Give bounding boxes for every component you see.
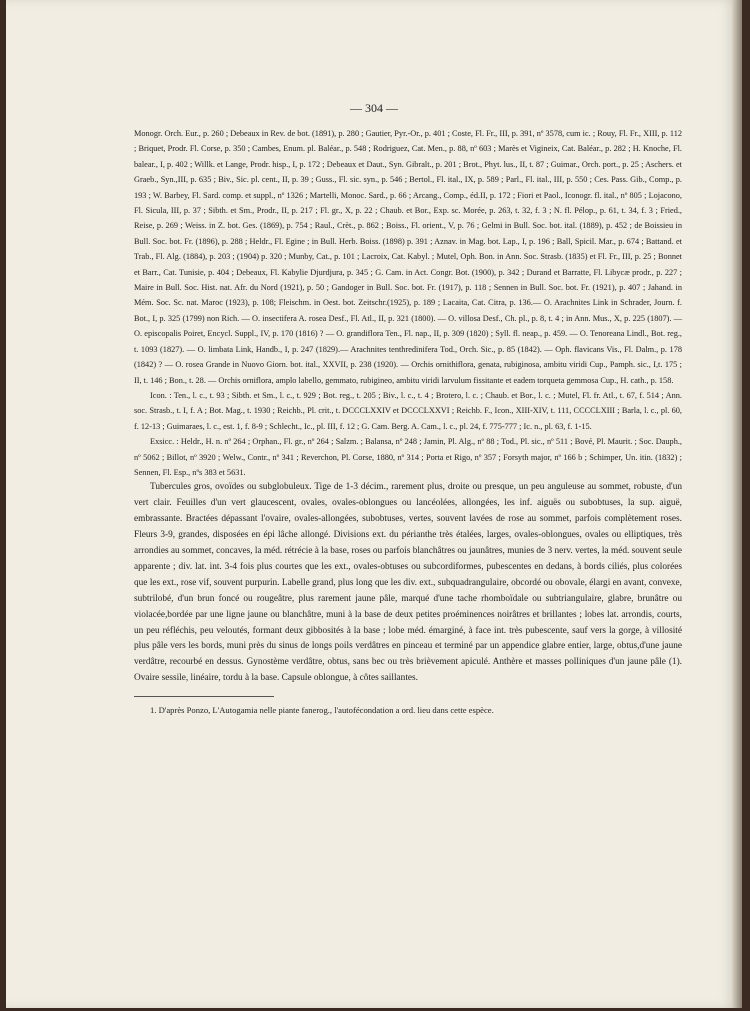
page-number: — 304 — xyxy=(350,101,398,115)
exsiccata-paragraph: Exsicc. : Heldr., H. n. nº 264 ; Orphan., Fl. gr., nº 264 ; Salzm. ; Balansa, nº 248 ; Jamin, Pl. Alg., nº 88 ; Tod., Pl. sic., nº 511 ; Bové, Pl. Maurit. ; Soc. Dauph., nº 5062 ; Billot, nº 3920 ; Welw., Contr., nº 341 ; Reverchon, Pl. Corse, 1880, nº 314 ; Porta et Rigo, nº 357 ; Forsyth major, nº 166 b ; Schimper, Un. itin. (1832) ; Sennen, Fl. Esp., nºs 383 et 5631. xyxy=(134,437,682,477)
footnote: 1. D'après Ponzo, L'Autogamia nelle piante fanerog., l'autofécondation a ord. lieu dans cette espèce. xyxy=(150,705,494,716)
book-page xyxy=(6,0,742,1008)
page-gutter-shadow xyxy=(732,0,742,1008)
page-text-block xyxy=(134,126,682,717)
icones-paragraph: Icon. : Ten., l. c., t. 93 ; Sibth. et Sm., l. c., t. 929 ; Bot. reg., t. 205 ; Biv., l. c., t. 4 ; Brotero, l. c. ; Chaub. et Bor., l. c. ; Mutel, Fl. fr. Atl., t. 67, f. 514 ; Ann. soc. Strasb., t. I, f. A ; Bot. Mag., t. 1930 ; Reichb., Pl. crit., t. DCCCLXXIV et DCCCLXXVI ; Reichb. F., Icon., XIII-XIV, t. 111, CCCCLXIII ; Barla, l. c., pl. 60, f. 12-13 ; Guimaraes, l. c., est. 1, f. 8-9 ; Schlecht., Ic., pl. III, f. 12 ; G. Cam. Berg. A. Cam., l. c., pl. 24, f. 775-777 ; Ic. n., pl. 63, f. 1-15. xyxy=(134,390,682,431)
footnote-divider xyxy=(134,696,274,697)
references-section xyxy=(134,126,682,480)
species-description: Tubercules gros, ovoïdes ou subglobuleux. Tige de 1-3 décim., rarement plus, droite ou presque, un peu anguleuse au sommet, robuste, d'un vert clair. Feuilles d'un vert glaucescent, ovales, ovales-oblongues ou lancéolées, allongées, les inf. aiguës ou subobtuses, la sup. aiguë, embrassante. Bractées dépassant l'ovaire, ovales-allongées, subobtuses, vertes, souvent lavées de rose au sommet, parfois complètement roses. Fleurs 3-9, grandes, disposées en épi lâche allongé. Divisions ext. du périanthe très étalées, larges, ovales-oblongues, ovales ou elliptiques, très arrondies au sommet, concaves, la méd. rétrécie à la base, roses ou parfois blanchâtres ou jaunâtres, munies de 3 nerv. vertes, la méd. souvent seule apparente ; div. lat. int. 3-4 fois plus courtes que les ext., ovales-obtuses ou subcordiformes, pubescentes en dedans, à bords ciliés, plus colorées que les ext., rose vif, souvent purpurin. Labelle grand, plus long que les div. ext., subquadrangulaire, obcordé ou obovale, élargi en avant, convexe, subtrilobé, d'un brun foncé ou rougeâtre, plus rarement jaune pâle, marqué d'une tache rhomboïdale ou subtriangulaire, glabre, brunâtre ou violacée,bordée par une ligne jaune ou blanchâtre, muni à la base de deux petites proéminences noirâtres et brillantes ; lobes lat. arrondis, courts, un peu réfléchis, peu veloutés, formant deux gibbosités à la base ; lobe méd. émarginé, à face int. très pubescente, sauf vers la gorge, à villosité plus pâle vers les bords, muni près du sinus de longs poils verdâtres en pinceau et terminé par un appendice glabre entier, large, obtus,d'une jaune verdâtre, recourbé en dessus. Gynostème verdâtre, obtus, sans bec ou très brièvement apiculé. Anthère et masses polliniques d'un jaune pâle (1). Ovaire sessile, linéaire, tordu à la base. Capsule oblongue, à côtes saillantes. xyxy=(134,482,682,684)
synonymy-paragraph: Monogr. Orch. Eur., p. 260 ; Debeaux in Rev. de bot. (1891), p. 280 ; Gautier, Pyr.-Or., p. 401 ; Coste, Fl. Fr., III, p. 391, nº 3578, cum ic. ; Rouy, Fl. Fr., XIII, p. 112 ; Briquet, Prodr. Fl. Corse, p. 350 ; Cambes, Enum. pl. Baléar., p. 548 ; Rodriguez, Cat. Men., p. 88, nº 603 ; Marès et Vigineix, Cat. Baléar., p. 282 ; H. Knoche, Fl. balear., I, p. 402 ; Willk. et Lange, Prodr. hisp., I, p. 172 ; Debeaux et Daut., Syn. Gibralt., p. 201 ; Brot., Phyt. lus., II, t. 87 ; Guimar., Orch. port., p. 25 ; Aschers. et Graeb., Syn.,III, p. 635 ; Biv., Sic. pl. cent., II, p. 39 ; Guss., Fl. sic. syn., p. 546 ; Bertol., Fl. ital., IX, p. 589 ; Parl., Fl. ital., III, p. 550 ; Ces. Pass. Gib., Comp., p. 193 ; W. Barbey, Fl. Sard. comp. et suppl., nº 1326 ; Martelli, Monoc. Sard., p. 66 ; Arcang., Comp., éd.II, p. 172 ; Fiori et Paol., Iconogr. fl. ital., nº 805 ; Lojacono, Fl. Sicula, III, p. 37 ; Sibth. et Sm., Prodr., II, p. 217 ; Fl. gr., X, p. 22 ; Chaub. et Bor., Exp. sc. Morée, p. 263, t. 32, f. 3 ; N. fl. Pélop., p. 61, t. 34, f. 3 ; Fried., Reise, p. 269 ; Weiss. in Z. bot. Ges. (1869), p. 754 ; Raul., Crèt., p. 862 ; Boiss., Fl. orient., V, p. 76 ; Gelmi in Bull. Soc. bot. ital. (1889), p. 452 ; de Boissieu in Bull. Soc. bot. Fr. (1896), p. 288 ; Heldr., Fl. Egine ; in Bull. Herb. Boiss. (1898) p. 391 ; Aznav. in Mag. bot. Lap., I, p. 196 ; Ball, Spicil. Mar., p. 674 ; Battand. et Trab., Fl. Alg. (1884), p. 203 ; (1904) p. 320 ; Munby, Cat., p. 101 ; Lacroix, Cat. Kabyl. ; Mutel, Oph. Bon. in Ann. Soc. Strasb. (1835) et Fl. Fr., III, p. 25 ; Bonnet et Barr., Cat. Tunisie, p. 404 ; Debeaux, Fl. Kabylie Djurdjura, p. 345 ; G. Cam. in Act. Congr. Bot. (1900), p. 342 ; Durand et Barratte, Fl. Libycæ prodr., p. 227 ; Maire in Bull. Soc. Hist. nat. Afr. du Nord (1921), p. 50 ; Gandoger in Bull. Soc. bot. Fr. (1917), p. 118 ; Sennen in Bull. Soc. bot. Fr. (1921), p. 407 ; Jahand. in Mém. Soc. Sc. nat. Maroc (1923), p. 108; Fleischm. in Oest. bot. Zeitschr.(1925), p. 189 ; Lacaita, Cat. Citra, p. 136.— O. Arachnites Link in Schrader, Journ. f. Bot., I, p. 325 (1799) non Rich. — O. insectifera A. rosea Desf., Fl. Atl., II, p. 321 (1800). — O. villosa Desf., Ch. pl., p. 8, t. 4 ; in Ann. Mus., X, p. 225 (1807). — O. episcopalis Poiret, Encycl. Suppl., IV, p. 170 (1816) ? — O. grandiflora Ten., Fl. nap., II, p. 309 (1820) ; Syll. fl. neap., p. 459. — O. Tenoreana Lindl., Bot. reg., t. 1093 (1827). — O. limbata Link, Handb., I, p. 247 (1829).— Arachnites tenthredinifera Tod., Orch. Sic., p. 85 (1842). — Oph. flavicans Vis., Fl. Dalm., p. 178 (1842) ? — O. rosea Grande in Nuovo Giorn. bot. ital., XXVII, p. 238 (1920). — Orchis ornithiflora, genata, rubiginosa, ambitu viridi Cup., Pamph. sic., I,t. 175 ; II, t. 146 ; Bon., t. 28. — Orchis orniflora, amplo labello, gemmato, rubigineo, ambitu viridi larvulum fissitante et eadem torqueta gemmosa Cup., H. cath., p. 158. xyxy=(134,129,682,385)
